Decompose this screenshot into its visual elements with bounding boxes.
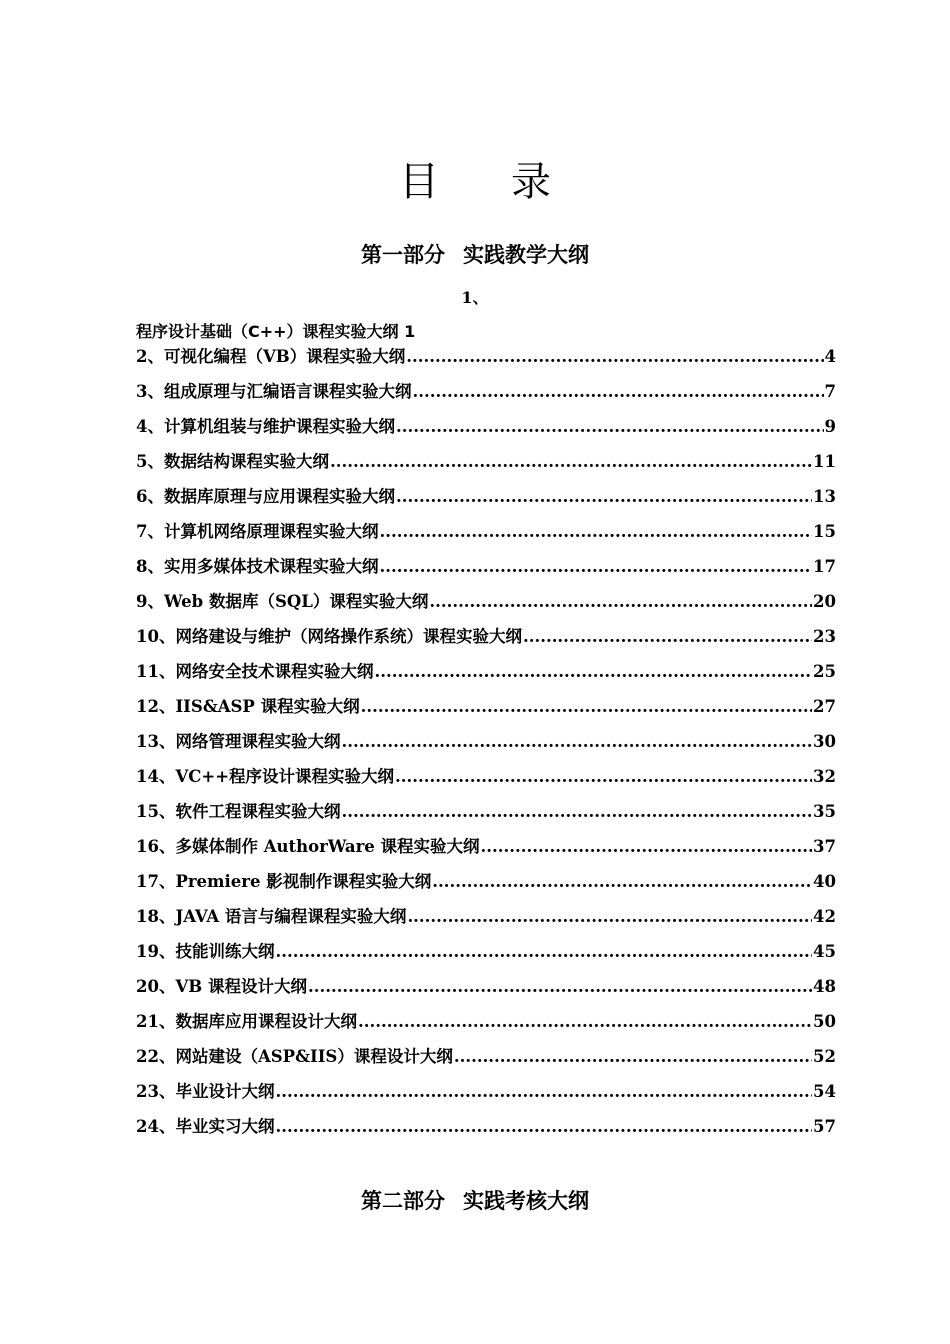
- toc-entry-label: 20、VB 课程设计大纲: [136, 977, 307, 996]
- toc-entry-page-number: 13: [813, 487, 836, 506]
- toc-entry[interactable]: [136, 1114, 836, 1149]
- toc-entry-page-number: 17: [813, 557, 836, 576]
- title-char-right: 录: [511, 159, 551, 205]
- toc-entry[interactable]: [136, 939, 836, 974]
- toc-entry-page-number: 9: [824, 417, 836, 436]
- toc-dot-leader: [523, 624, 812, 650]
- toc-dot-leader: [330, 449, 812, 475]
- toc-entry[interactable]: [136, 414, 836, 449]
- toc-entry-page-number: 27: [813, 697, 836, 716]
- toc-dot-leader: [379, 554, 812, 580]
- toc-entry-page-number: 20: [813, 592, 836, 611]
- toc-entry-label: 3、组成原理与汇编语言课程实验大纲: [136, 382, 412, 401]
- toc-dot-leader: [395, 764, 812, 790]
- toc-entry-page-number: 23: [813, 627, 836, 646]
- toc-entry[interactable]: [136, 764, 836, 799]
- toc-dot-leader: [308, 974, 812, 1000]
- toc-dot-leader: [341, 799, 812, 825]
- toc-entry[interactable]: [136, 449, 836, 484]
- toc-dot-leader: [432, 869, 812, 895]
- toc-entry-page-number: 7: [824, 382, 836, 401]
- toc-dot-leader: [481, 834, 812, 860]
- toc-entry[interactable]: [136, 379, 836, 414]
- toc-entry-page-number: 25: [813, 662, 836, 681]
- toc-entry-label: 6、数据库原理与应用课程实验大纲: [136, 487, 395, 506]
- toc-entry-page-number: 40: [813, 872, 836, 891]
- toc-entry-page-number: 57: [813, 1117, 836, 1136]
- toc-entry[interactable]: [136, 1079, 836, 1114]
- toc-entry-page-number: 52: [813, 1047, 836, 1066]
- toc-entry[interactable]: [136, 694, 836, 729]
- toc-dot-leader: [429, 589, 812, 615]
- table-of-contents: [136, 344, 836, 1149]
- toc-dot-leader: [406, 344, 823, 370]
- toc-entry-label: 2、可视化编程（VB）课程实验大纲: [136, 347, 406, 366]
- toc-entry-label: 17、Premiere 影视制作课程实验大纲: [136, 872, 432, 891]
- toc-dot-leader: [275, 939, 812, 965]
- toc-dot-leader: [358, 1009, 812, 1035]
- toc-entry-label: 10、网络建设与维护（网络操作系统）课程实验大纲: [136, 627, 522, 646]
- toc-entry-label: 22、网站建设（ASP&IIS）课程设计大纲: [136, 1047, 453, 1066]
- toc-dot-leader: [396, 414, 824, 440]
- toc-entry-label: 12、IIS&ASP 课程实验大纲: [136, 697, 360, 716]
- toc-entry-page-number: 45: [813, 942, 836, 961]
- toc-entry[interactable]: [136, 904, 836, 939]
- toc-entry-label: 23、毕业设计大纲: [136, 1082, 275, 1101]
- toc-item-1-number: 1、: [461, 288, 489, 307]
- toc-entry-page-number: 30: [813, 732, 836, 751]
- part-one-label: 第一部分: [361, 242, 445, 267]
- toc-entry-label: 13、网络管理课程实验大纲: [136, 732, 341, 751]
- toc-dot-leader: [275, 1079, 812, 1105]
- toc-item-1-title[interactable]: 程序设计基础（C++）课程实验大纲 1: [136, 322, 416, 341]
- toc-dot-leader: [374, 659, 812, 685]
- toc-entry[interactable]: [136, 659, 836, 694]
- toc-entry[interactable]: [136, 729, 836, 764]
- toc-entry[interactable]: [136, 1009, 836, 1044]
- toc-entry-page-number: 32: [813, 767, 836, 786]
- toc-entry-label: 24、毕业实习大纲: [136, 1117, 275, 1136]
- toc-entry[interactable]: [136, 869, 836, 904]
- toc-entry-page-number: 54: [813, 1082, 836, 1101]
- toc-entry-label: 5、数据结构课程实验大纲: [136, 452, 329, 471]
- toc-dot-leader: [275, 1114, 812, 1140]
- toc-dot-leader: [379, 519, 812, 545]
- part-two-label: 第二部分: [361, 1188, 445, 1213]
- toc-dot-leader: [407, 904, 812, 930]
- document-title: [0, 154, 950, 210]
- part-one-heading: [0, 240, 950, 270]
- toc-entry-page-number: 11: [813, 452, 836, 471]
- toc-entry[interactable]: [136, 624, 836, 659]
- toc-entry-label: 18、JAVA 语言与编程课程实验大纲: [136, 907, 407, 926]
- toc-entry-page-number: 48: [813, 977, 836, 996]
- toc-entry-label: 14、VC++程序设计课程实验大纲: [136, 767, 395, 786]
- toc-entry-label: 16、多媒体制作 AuthorWare 课程实验大纲: [136, 837, 480, 856]
- toc-entry-label: 11、网络安全技术课程实验大纲: [136, 662, 374, 681]
- toc-entry[interactable]: [136, 519, 836, 554]
- toc-dot-leader: [361, 694, 812, 720]
- toc-entry[interactable]: [136, 344, 836, 379]
- toc-entry-label: 19、技能训练大纲: [136, 942, 275, 961]
- toc-entry-label: 7、计算机网络原理课程实验大纲: [136, 522, 379, 541]
- toc-entry[interactable]: [136, 834, 836, 869]
- toc-dot-leader: [341, 729, 812, 755]
- toc-entry[interactable]: [136, 974, 836, 1009]
- title-char-left: 目: [399, 159, 439, 205]
- toc-entry-page-number: 37: [813, 837, 836, 856]
- toc-entry-page-number: 15: [813, 522, 836, 541]
- toc-entry-page-number: 42: [813, 907, 836, 926]
- toc-entry[interactable]: [136, 799, 836, 834]
- part-one-subtitle: 实践教学大纲: [463, 242, 589, 267]
- toc-entry-page-number: 35: [813, 802, 836, 821]
- toc-entry-page-number: 4: [824, 347, 836, 366]
- toc-entry[interactable]: [136, 1044, 836, 1079]
- part-two-subtitle: 实践考核大纲: [463, 1188, 589, 1213]
- toc-dot-leader: [454, 1044, 812, 1070]
- toc-entry[interactable]: [136, 554, 836, 589]
- toc-dot-leader: [412, 379, 823, 405]
- toc-dot-leader: [396, 484, 812, 510]
- toc-entry-page-number: 50: [813, 1012, 836, 1031]
- toc-entry-label: 15、软件工程课程实验大纲: [136, 802, 341, 821]
- toc-entry-label: 4、计算机组装与维护课程实验大纲: [136, 417, 395, 436]
- toc-entry[interactable]: [136, 484, 836, 519]
- toc-entry-label: 21、数据库应用课程设计大纲: [136, 1012, 357, 1031]
- toc-entry-label: 9、Web 数据库（SQL）课程实验大纲: [136, 592, 429, 611]
- part-two-heading: [0, 1186, 950, 1216]
- toc-entry-label: 8、实用多媒体技术课程实验大纲: [136, 557, 379, 576]
- toc-entry[interactable]: [136, 589, 836, 624]
